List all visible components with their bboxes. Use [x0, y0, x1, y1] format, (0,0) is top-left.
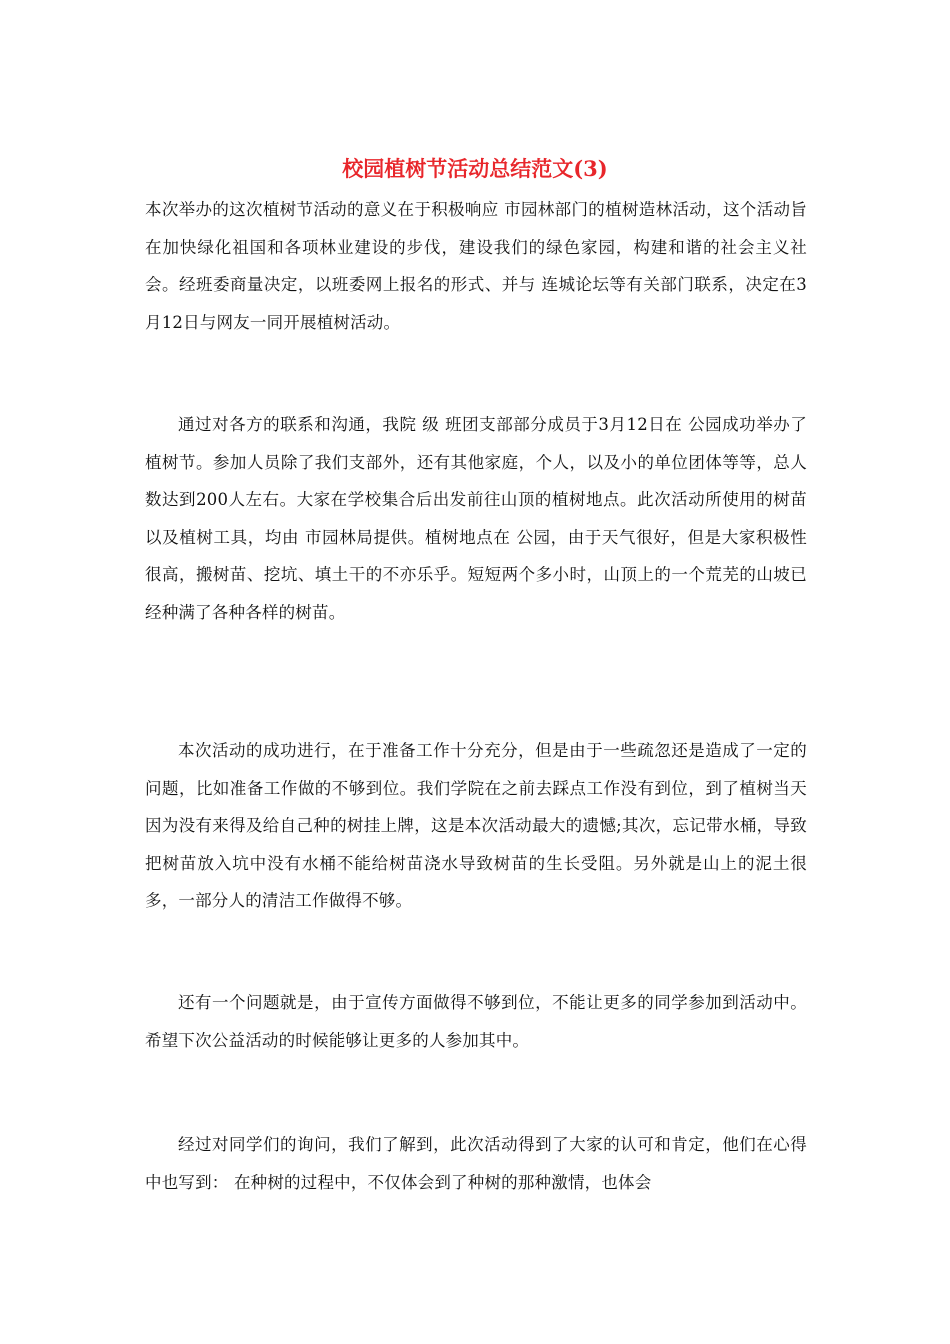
- paragraph-1: 本次举办的这次植树节活动的意义在于积极响应 市园林部门的植树造林活动，这个活动旨在加快绿化祖国和各项林业建设的步伐，建设我们的绿色家园，构建和谐的社会主义社会。经班委商量决定，以班委网上报名的形式、并与 连城论坛等有关部门联系，决定在3月12日与网友一同开展植树活动。: [145, 200, 807, 332]
- paragraph-4: 还有一个问题就是，由于宣传方面做得不够到位，不能让更多的同学参加到活动中。希望下次公益活动的时候能够让更多的人参加其中。: [145, 993, 807, 1050]
- paragraph-5: 经过对同学们的询问，我们了解到，此次活动得到了大家的认可和肯定，他们在心得中也写到： 在种树的过程中，不仅体会到了种树的那种激情，也体会: [145, 1135, 807, 1192]
- paragraph-2: 通过对各方的联系和沟通，我院 级 班团支部部分成员于3月12日在 公园成功举办了植树节。参加人员除了我们支部外，还有其他家庭，个人，以及小的单位团体等等，总人数达到200人左右。大家在学校集合后出发前往山顶的植树地点。此次活动所使用的树苗以及植树工具，均由 市园林局提供。植树地点在 公园，由于天气很好，但是大家积极性很高，搬树苗、挖坑、填土干的不亦乐乎。短短两个多小时，山顶上的一个荒芜的山坡已经种满了各种各样的树苗。: [145, 415, 807, 622]
- paragraph-3: 本次活动的成功进行，在于准备工作十分充分，但是由于一些疏忽还是造成了一定的问题，比如准备工作做的不够到位。我们学院在之前去踩点工作没有到位，到了植树当天因为没有来得及给自己种的树挂上牌，这是本次活动最大的遗憾;其次，忘记带水桶，导致把树苗放入坑中没有水桶不能给树苗浇水导致树苗的生长受阻。另外就是山上的泥土很多，一部分人的清洁工作做得不够。: [145, 741, 807, 910]
- document-title: 校园植树节活动总结范文(3): [342, 156, 608, 181]
